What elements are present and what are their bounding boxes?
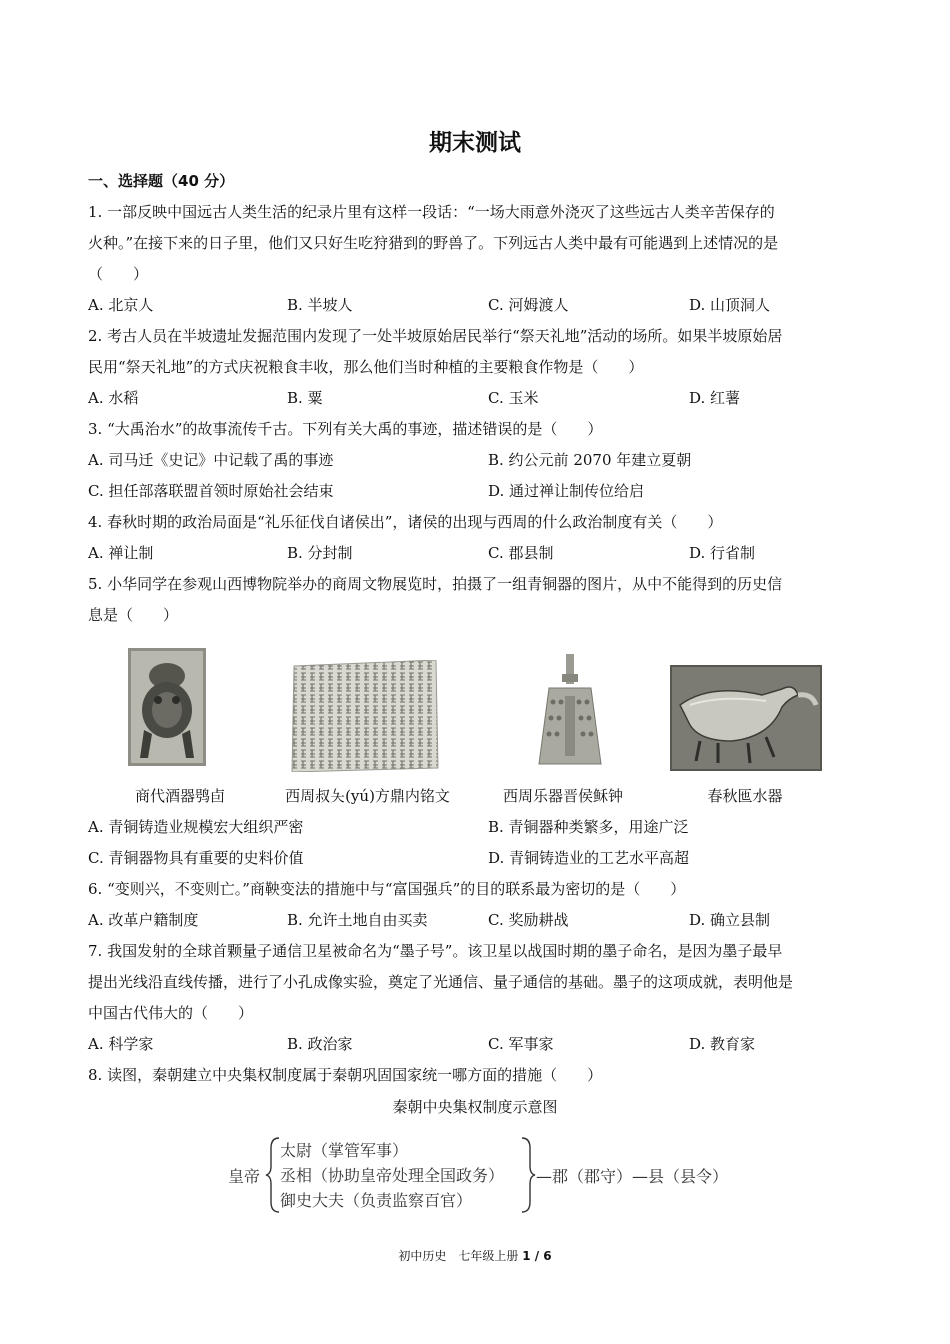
q6-option-b: B. 允许土地自由买卖 xyxy=(287,911,428,929)
q1-option-d: D. 山顶洞人 xyxy=(689,296,771,314)
diagram-official-taiwei: 太尉（掌管军事） xyxy=(280,1141,409,1160)
q3-option-b: B. 约公元前 2070 年建立夏朝 xyxy=(488,451,692,469)
bronze-wine-vessel-image xyxy=(128,648,206,766)
q6-line-1: 6. “变则兴，不变则亡。”商鞅变法的措施中与“富国强兵”的目的联系最为密切的是（ ） xyxy=(88,880,686,898)
q7-option-a: A. 科学家 xyxy=(88,1035,154,1053)
bronze-inscription-image xyxy=(290,660,440,772)
bronze-bell-image xyxy=(535,652,605,768)
image-caption-4: 春秋匜水器 xyxy=(707,787,783,805)
q5-option-a: A. 青铜铸造业规模宏大组织严密 xyxy=(88,818,304,836)
q7-line-1: 7. 我国发射的全球首颗量子通信卫星被命名为“墨子号”。该卫星以战国时期的墨子命名，是因为墨子最早 xyxy=(88,942,783,960)
section-heading: 一、选择题（40 分） xyxy=(88,172,235,190)
footer-text: 初中历史 七年级上册 xyxy=(398,1249,523,1263)
q4-option-a: A. 禅让制 xyxy=(88,544,154,562)
q2-line-1: 2. 考古人员在半坡遗址发掘范围内发现了一处半坡原始居民举行“祭天礼地”活动的场所。如果半坡原始居 xyxy=(88,327,783,345)
left-brace-icon xyxy=(265,1136,281,1214)
q1-option-a: A. 北京人 xyxy=(88,296,154,314)
diagram-local-chain: —郡（郡守）—县（县令） xyxy=(536,1167,729,1186)
diagram-official-yushi: 御史大夫（负责监察百官） xyxy=(280,1191,473,1210)
q7-line-2: 提出光线沿直线传播，进行了小孔成像实验，奠定了光通信、量子通信的基础。墨子的这项成就，表明他是 xyxy=(88,973,794,991)
q3-option-c: C. 担任部落联盟首领时原始社会结束 xyxy=(88,482,334,500)
q6-option-a: A. 改革户籍制度 xyxy=(88,911,199,929)
page-footer xyxy=(0,1247,950,1264)
q3-option-d: D. 通过禅让制传位给启 xyxy=(488,482,645,500)
q2-option-c: C. 玉米 xyxy=(488,389,539,407)
q6-option-d: D. 确立县制 xyxy=(689,911,771,929)
q2-option-d: D. 红薯 xyxy=(689,389,741,407)
q5-option-b: B. 青铜器种类繁多，用途广泛 xyxy=(488,818,689,836)
q4-option-c: C. 郡县制 xyxy=(488,544,554,562)
q7-option-c: C. 军事家 xyxy=(488,1035,554,1053)
image-caption-2: 西周叔夨(yú)方鼎内铭文 xyxy=(285,787,450,805)
image-caption-1: 商代酒器鸮卣 xyxy=(134,787,225,805)
diagram-title: 秦朝中央集权制度示意图 xyxy=(392,1098,558,1116)
q4-line-1: 4. 春秋时期的政治局面是“礼乐征伐自诸侯出”，诸侯的出现与西周的什么政治制度有关（ ） xyxy=(88,513,723,531)
page-number: 1 / 6 xyxy=(522,1249,552,1263)
page-title: 期末测试 xyxy=(429,130,521,156)
image-caption-3: 西周乐器晋侯稣钟 xyxy=(502,787,623,805)
q1-line-3: （ ） xyxy=(88,265,149,283)
bronze-water-vessel-image xyxy=(670,665,822,771)
q7-option-d: D. 教育家 xyxy=(689,1035,756,1053)
q1-option-c: C. 河姆渡人 xyxy=(488,296,569,314)
q5-line-2: 息是（ ） xyxy=(88,606,179,624)
q5-option-d: D. 青铜铸造业的工艺水平高超 xyxy=(488,849,690,867)
q3-option-a: A. 司马迁《史记》中记载了禹的事迹 xyxy=(88,451,334,469)
diagram-official-chengxiang: 丞相（协助皇帝处理全国政务） xyxy=(280,1166,505,1185)
q1-line-1: 1. 一部反映中国远古人类生活的纪录片里有这样一段话：“一场大雨意外浇灭了这些远古人类辛苦保存的 xyxy=(88,203,775,221)
q8-line-1: 8. 读图，秦朝建立中央集权制度属于秦朝巩固国家统一哪方面的措施（ ） xyxy=(88,1066,603,1084)
q6-option-c: C. 奖励耕战 xyxy=(488,911,569,929)
q1-option-b: B. 半坡人 xyxy=(287,296,353,314)
q7-line-3: 中国古代伟大的（ ） xyxy=(88,1004,254,1022)
q7-option-b: B. 政治家 xyxy=(287,1035,353,1053)
diagram-emperor: 皇帝 xyxy=(228,1167,261,1186)
q4-option-d: D. 行省制 xyxy=(689,544,756,562)
q5-line-1: 5. 小华同学在参观山西博物院举办的商周文物展览时，拍摄了一组青铜器的图片，从中不能得到的历史信 xyxy=(88,575,783,593)
q3-line-1: 3. “大禹治水”的故事流传千古。下列有关大禹的事迹，描述错误的是（ ） xyxy=(88,420,603,438)
q4-option-b: B. 分封制 xyxy=(287,544,353,562)
q2-line-2: 民用“祭天礼地”的方式庆祝粮食丰收，那么他们当时种植的主要粮食作物是（ ） xyxy=(88,358,644,376)
right-brace-icon xyxy=(520,1136,536,1214)
q1-line-2: 火种。”在接下来的日子里，他们又只好生吃狩猎到的野兽了。下列远古人类中最有可能遇到上述情况的是 xyxy=(88,234,779,252)
q2-option-b: B. 粟 xyxy=(287,389,323,407)
q2-option-a: A. 水稻 xyxy=(88,389,139,407)
q5-option-c: C. 青铜器物具有重要的史料价值 xyxy=(88,849,304,867)
